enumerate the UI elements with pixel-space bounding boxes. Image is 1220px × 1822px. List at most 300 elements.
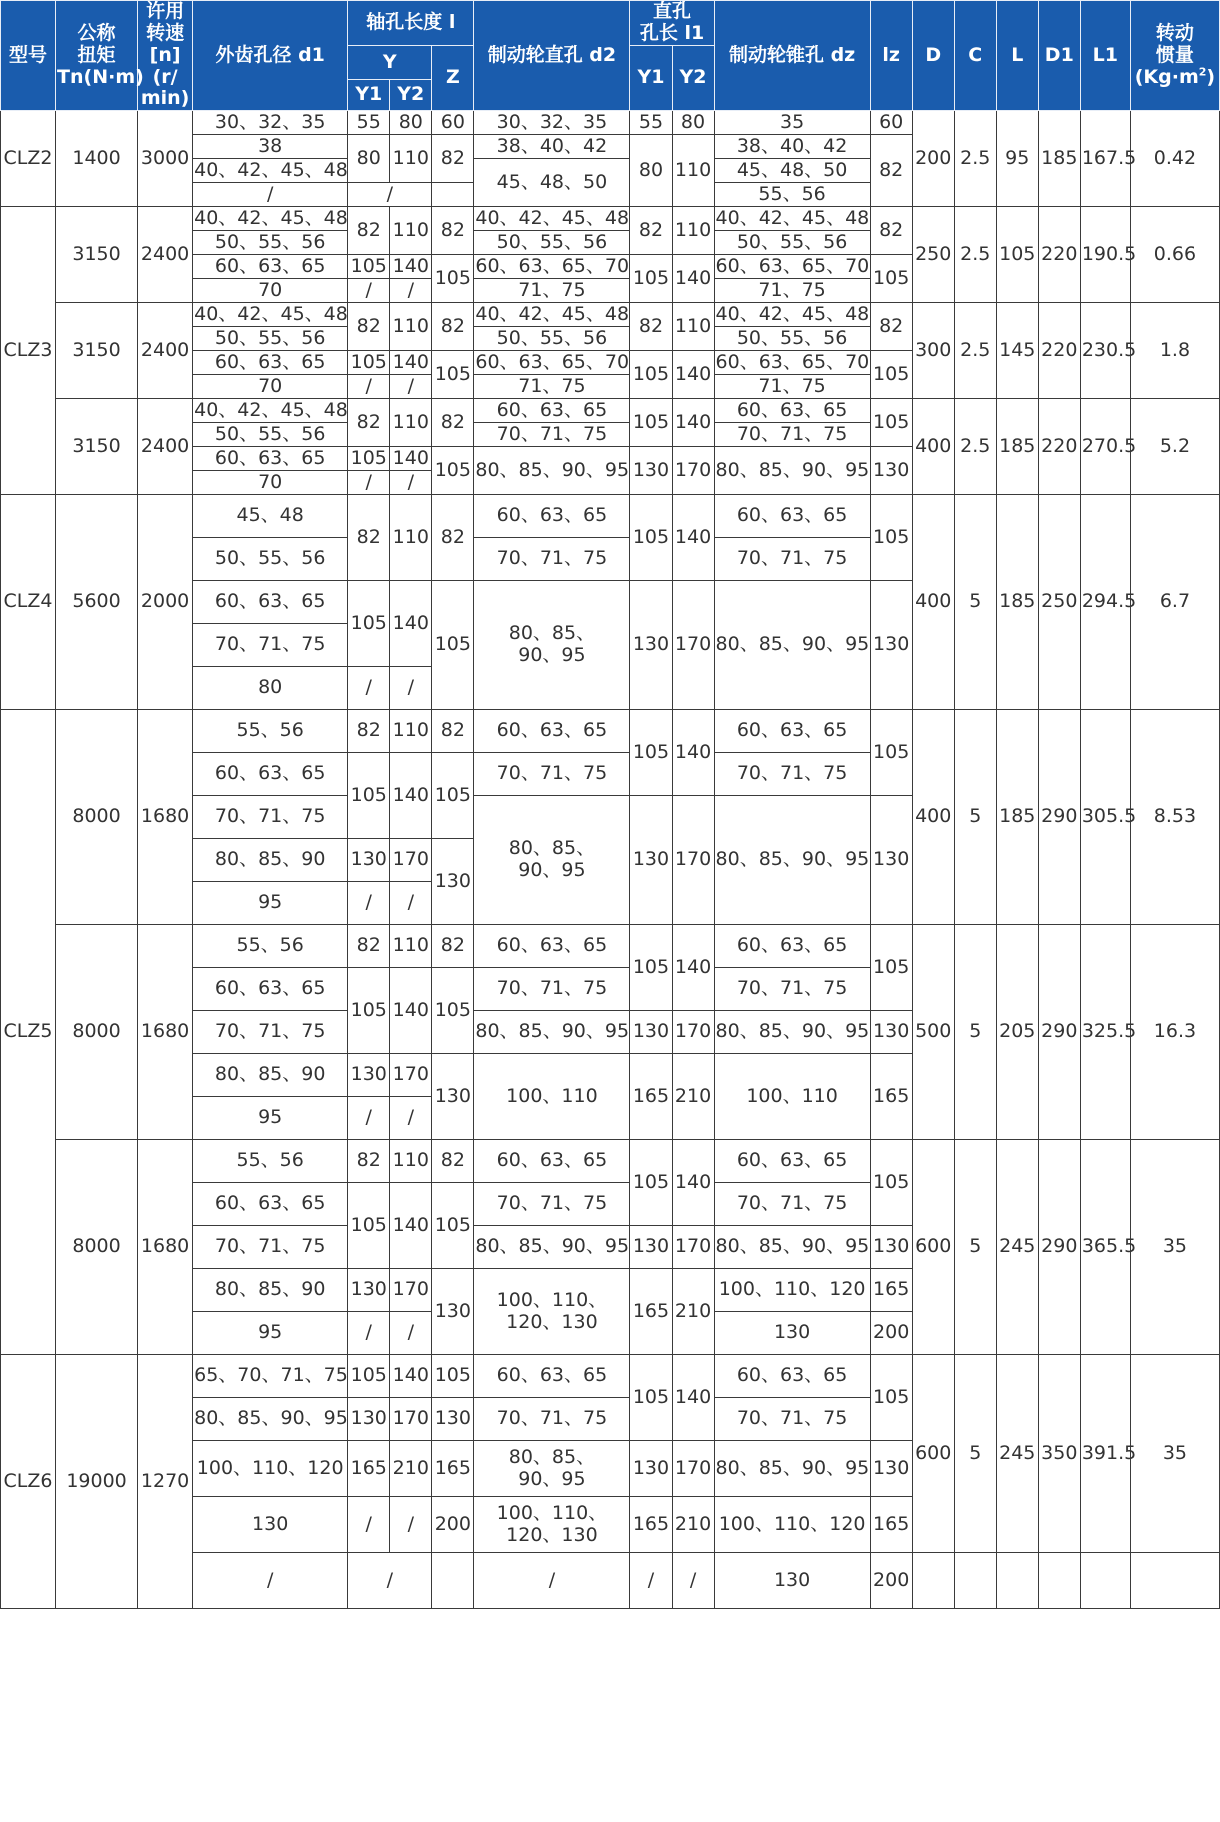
lz-cell: 130 [870, 1441, 912, 1497]
L1-cell: 270.5 [1080, 399, 1130, 495]
shaft-y2-cell: / [390, 375, 432, 399]
inertia-cell: 35 [1130, 1140, 1219, 1355]
header-l1-y2: Y2 [672, 45, 714, 111]
C-cell: 2.5 [954, 111, 996, 207]
shaft-z-cell: 82 [432, 925, 474, 968]
lz-cell: 82 [870, 207, 912, 255]
shaft-y2-cell: 170 [390, 1054, 432, 1097]
l1-y1-cell: 130 [630, 1226, 672, 1269]
table-body [1, 111, 1220, 1609]
shaft-z-cell [432, 183, 474, 207]
l1-y2-cell: 140 [672, 1140, 714, 1226]
header-d2: 制动轮直孔 d2 [474, 1, 630, 111]
D1-cell: 250 [1038, 495, 1080, 710]
table-row [1, 925, 1220, 968]
torque-cell: 3150 [56, 207, 138, 303]
d1-cell: 130 [193, 1497, 348, 1553]
torque-cell: 3150 [56, 303, 138, 399]
dz-cell: 100、110 [714, 1054, 870, 1140]
torque-cell: 3150 [56, 399, 138, 495]
speed-cell: 1680 [138, 925, 193, 1140]
table-row [1, 207, 1220, 231]
D1-cell: 290 [1038, 1140, 1080, 1355]
d1-cell: 80、85、90 [193, 1269, 348, 1312]
dz-cell: 130 [714, 1312, 870, 1355]
inertia-cell: 0.66 [1130, 207, 1219, 303]
lz-cell: 105 [870, 495, 912, 581]
shaft-z-cell [432, 1553, 474, 1609]
shaft-y2-cell: / [390, 1497, 432, 1553]
shaft-y2-cell: 170 [390, 1269, 432, 1312]
d1-cell: 38 [193, 135, 348, 159]
L1-cell: 190.5 [1080, 207, 1130, 303]
inertia-cell: 0.42 [1130, 111, 1219, 207]
l1-y2-cell: 210 [672, 1269, 714, 1355]
L1-cell: 365.5 [1080, 1140, 1130, 1355]
shaft-y1-cell: / [348, 471, 390, 495]
lz-cell: 200 [870, 1312, 912, 1355]
L-cell: 95 [996, 111, 1038, 207]
shaft-z-cell: 130 [432, 1398, 474, 1441]
dz-cell: 80、85、90、95 [714, 1441, 870, 1497]
dz-cell: 80、85、90、95 [714, 1011, 870, 1054]
L-cell [996, 1553, 1038, 1609]
table-row [1, 710, 1220, 753]
d2-cell: 40、42、45、48 [475, 206, 630, 229]
header-y: Y [348, 45, 432, 80]
header-D1: D1 [1038, 1, 1080, 111]
d1-cell: 95 [193, 1312, 348, 1355]
lz-cell: 105 [870, 351, 912, 399]
d2-cell: 70、71、75 [474, 968, 630, 1011]
header-y1: Y1 [348, 80, 390, 111]
l1-y1-cell: 82 [630, 207, 672, 255]
d2-cell: 70、71、75 [474, 538, 630, 581]
d2-cell: 60、63、65 [474, 1355, 630, 1398]
shaft-y-cell: / [348, 183, 432, 207]
shaft-y1-cell: 105 [348, 581, 390, 667]
shaft-z-cell: 82 [432, 207, 474, 255]
header-y2: Y2 [390, 80, 432, 111]
shaft-z-cell: 82 [432, 710, 474, 753]
shaft-y1-cell: 82 [348, 925, 390, 968]
dz-cell: 80、85、90、95 [714, 796, 870, 925]
d1-cell: 95 [193, 882, 348, 925]
shaft-y1-cell: 130 [348, 1398, 390, 1441]
l1-y2-cell: 170 [672, 1441, 714, 1497]
l1-y2-cell: 170 [672, 1011, 714, 1054]
l1-y2-cell: 140 [672, 925, 714, 1011]
shaft-y2-cell: 110 [390, 925, 432, 968]
D1-cell: 185 [1038, 111, 1080, 207]
header-torque: 公称 扭矩 Tn(N·m) [56, 1, 138, 111]
torque-cell: 8000 [56, 925, 138, 1140]
table-row [1, 399, 1220, 423]
d2-cell: 71、75 [474, 375, 630, 399]
L-cell: 245 [996, 1355, 1038, 1553]
d1-cell: 40、42、45、48 [194, 302, 348, 325]
dz-cell: 71、75 [714, 279, 870, 303]
D-cell: 500 [912, 925, 954, 1140]
D1-cell: 290 [1038, 925, 1080, 1140]
dz-cell: 60、63、65 [714, 495, 870, 538]
dz-cell: 38、40、42 [714, 135, 870, 159]
inertia-cell: 6.7 [1130, 495, 1219, 710]
L1-cell: 325.5 [1080, 925, 1130, 1140]
d1-cell: 70 [193, 375, 348, 399]
shaft-y1-cell: / [348, 375, 390, 399]
lz-cell: 130 [870, 796, 912, 925]
D-cell: 300 [912, 303, 954, 399]
header-model: 型号 [1, 1, 56, 111]
shaft-y2-cell: 140 [390, 968, 432, 1054]
shaft-y1-cell: 55 [348, 111, 390, 135]
d2-cell: 70、71、75 [474, 1398, 630, 1441]
shaft-z-cell: 105 [432, 351, 474, 399]
shaft-z-cell: 82 [432, 1140, 474, 1183]
lz-cell: 130 [870, 1226, 912, 1269]
d1-cell: 55、56 [193, 1140, 348, 1183]
shaft-y2-cell: / [390, 667, 432, 710]
shaft-y1-cell: 82 [348, 710, 390, 753]
l1-y2-cell: 140 [672, 255, 714, 303]
lz-cell: 165 [870, 1054, 912, 1140]
l1-y1-cell: 165 [630, 1497, 672, 1553]
lz-cell: 165 [870, 1497, 912, 1553]
l1-y1-cell: 130 [630, 447, 672, 495]
lz-cell: 105 [870, 1355, 912, 1441]
l1-y2-cell: 210 [672, 1497, 714, 1553]
lz-cell: 82 [870, 135, 912, 207]
inertia-cell: 1.8 [1130, 303, 1219, 399]
L-cell: 185 [996, 495, 1038, 710]
inertia-cell [1130, 1553, 1219, 1609]
D-cell: 400 [912, 495, 954, 710]
lz-cell: 165 [870, 1269, 912, 1312]
shaft-z-cell: 130 [432, 1269, 474, 1355]
header-speed: 许用 转速 [n](r/ min) [138, 1, 193, 111]
D1-cell: 350 [1038, 1355, 1080, 1553]
model-cell: CLZ5 [1, 710, 56, 1355]
speed-cell: 2400 [138, 207, 193, 303]
shaft-y1-cell: 82 [348, 399, 390, 447]
l1-y1-cell: 165 [630, 1269, 672, 1355]
L-cell: 185 [996, 399, 1038, 495]
lz-cell: 105 [870, 255, 912, 303]
torque-cell: 1400 [56, 111, 138, 207]
header-C: C [954, 1, 996, 111]
shaft-y1-cell: 105 [348, 255, 390, 279]
lz-cell: 130 [870, 447, 912, 495]
lz-cell: 105 [870, 925, 912, 1011]
d2-cell: / [474, 1553, 630, 1609]
dz-cell: 70、71、75 [714, 753, 870, 796]
shaft-y1-cell: 82 [348, 1140, 390, 1183]
model-cell: CLZ6 [1, 1355, 56, 1609]
table-row [1, 1355, 1220, 1398]
speed-cell: 2400 [138, 399, 193, 495]
l1-y1-cell: 105 [630, 1140, 672, 1226]
L1-cell: 294.5 [1080, 495, 1130, 710]
d1-cell: 100、110、120 [193, 1441, 348, 1497]
d1-cell: 65、70、71、75 [193, 1355, 348, 1398]
shaft-z-cell: 82 [432, 135, 474, 183]
header-z: Z [432, 45, 474, 111]
l1-y2-cell: 110 [672, 303, 714, 351]
header-L1: L1 [1080, 1, 1130, 111]
torque-cell: 5600 [56, 495, 138, 710]
lz-cell: 105 [870, 399, 912, 447]
shaft-y1-cell: / [348, 1097, 390, 1140]
d1-cell: 70 [193, 279, 348, 303]
d2-cell: 30、32、35 [474, 111, 630, 135]
d2-cell: 80、85、 90、95 [474, 581, 630, 710]
model-cell: CLZ3 [1, 207, 56, 495]
d1-cell: 80、85、90 [193, 1054, 348, 1097]
d1-cell: 50、55、56 [193, 423, 348, 447]
d2-cell: 80、85、90、95 [474, 1011, 630, 1054]
d1-cell: 60、63、65 [193, 351, 348, 375]
shaft-y1-cell: 105 [348, 1183, 390, 1269]
d1-cell: 30、32、35 [193, 111, 348, 135]
L-cell: 105 [996, 207, 1038, 303]
l1-y2-cell: 110 [672, 135, 714, 207]
d1-cell: 55、56 [193, 925, 348, 968]
shaft-y1-cell: / [348, 882, 390, 925]
shaft-y2-cell: 140 [390, 581, 432, 667]
header-d1: 外齿孔径 d1 [193, 1, 348, 111]
shaft-z-cell: 105 [432, 255, 474, 303]
d2-cell: 100、110、 120、130 [474, 1269, 630, 1355]
dz-cell: 55、56 [714, 183, 870, 207]
header-dz: 制动轮锥孔 dz [714, 1, 870, 111]
l1-y1-cell: 105 [630, 495, 672, 581]
l1-y2-cell: 170 [672, 581, 714, 710]
C-cell: 5 [954, 1140, 996, 1355]
dz-cell: 60、63、65 [714, 1140, 870, 1183]
L1-cell [1080, 1553, 1130, 1609]
shaft-y1-cell: 130 [348, 839, 390, 882]
shaft-y2-cell: 140 [390, 447, 432, 471]
dz-cell: 60、63、65、70 [715, 254, 870, 277]
shaft-y2-cell: / [390, 471, 432, 495]
speed-cell: 1680 [138, 710, 193, 925]
d1-cell: 45、48 [193, 495, 348, 538]
shaft-y2-cell: / [390, 1097, 432, 1140]
table-header [1, 1, 1220, 111]
d2-cell: 80、85、 90、95 [474, 1441, 630, 1497]
d2-cell: 50、55、56 [474, 231, 630, 255]
l1-y1-cell: 82 [630, 303, 672, 351]
lz-cell: 60 [870, 111, 912, 135]
torque-cell: 8000 [56, 710, 138, 925]
header-D: D [912, 1, 954, 111]
l1-y1-cell: 130 [630, 1011, 672, 1054]
table-row [1, 111, 1220, 135]
shaft-y1-cell: / [348, 1312, 390, 1355]
dz-cell: 70、71、75 [714, 1183, 870, 1226]
shaft-y1-cell: 105 [348, 1355, 390, 1398]
d1-cell: / [193, 1553, 348, 1609]
table-row [1, 1140, 1220, 1183]
dz-cell: 35 [714, 111, 870, 135]
l1-y1-cell: 55 [630, 111, 672, 135]
shaft-z-cell: 105 [432, 1183, 474, 1269]
inertia-cell: 8.53 [1130, 710, 1219, 925]
d2-cell: 70、71、75 [474, 423, 630, 447]
l1-y1-cell: 105 [630, 351, 672, 399]
l1-y2-cell: 140 [672, 710, 714, 796]
C-cell: 5 [954, 710, 996, 925]
dz-cell: 100、110、120 [714, 1497, 870, 1553]
L-cell: 145 [996, 303, 1038, 399]
L-cell: 245 [996, 1140, 1038, 1355]
d2-cell: 38、40、42 [474, 135, 630, 159]
d2-cell: 40、42、45、48 [475, 302, 630, 325]
speed-cell: 1270 [138, 1355, 193, 1609]
d2-cell: 60、63、65 [474, 925, 630, 968]
model-cell: CLZ2 [1, 111, 56, 207]
d2-cell: 80、85、90、95 [474, 1226, 630, 1269]
lz-cell: 130 [870, 581, 912, 710]
l1-y2-cell: 140 [672, 1355, 714, 1441]
d1-cell: 70、71、75 [193, 1011, 348, 1054]
shaft-y2-cell: 110 [390, 1140, 432, 1183]
C-cell: 2.5 [954, 303, 996, 399]
d1-cell: 60、63、65 [193, 447, 348, 471]
l1-y1-cell: 105 [630, 925, 672, 1011]
shaft-y2-cell: 170 [390, 1398, 432, 1441]
d2-cell: 80、85、90、95 [474, 447, 630, 495]
shaft-z-cell: 165 [432, 1441, 474, 1497]
d1-cell: 80、85、90、95 [193, 1398, 348, 1441]
L1-cell: 391.5 [1080, 1355, 1130, 1553]
shaft-z-cell: 60 [432, 111, 474, 135]
shaft-y2-cell: 110 [390, 710, 432, 753]
dz-cell: 60、63、65 [714, 1355, 870, 1398]
lz-cell: 82 [870, 303, 912, 351]
shaft-z-cell: 82 [432, 303, 474, 351]
dz-cell: 40、42、45、48 [715, 206, 870, 229]
d1-cell: 60、63、65 [193, 581, 348, 624]
dz-cell: 71、75 [714, 375, 870, 399]
shaft-y1-cell: 105 [348, 351, 390, 375]
dz-cell: 60、63、65、70 [715, 350, 870, 373]
l1-y2-cell: 170 [672, 796, 714, 925]
inertia-cell: 16.3 [1130, 925, 1219, 1140]
dz-cell: 60、63、65 [714, 399, 870, 423]
shaft-y2-cell: / [390, 1312, 432, 1355]
D-cell: 400 [912, 710, 954, 925]
d2-cell: 45、48、50 [474, 159, 630, 207]
L1-cell: 230.5 [1080, 303, 1130, 399]
D1-cell: 220 [1038, 399, 1080, 495]
C-cell [954, 1553, 996, 1609]
shaft-y1-cell: 80 [348, 135, 390, 183]
l1-y2-cell: 140 [672, 399, 714, 447]
dz-cell: 70、71、75 [714, 1398, 870, 1441]
d1-cell: 70 [193, 471, 348, 495]
d2-cell: 70、71、75 [474, 1183, 630, 1226]
shaft-y1-cell: 82 [348, 303, 390, 351]
header-inertia: 转动 惯量 $(Kg\cdot m^2)$ [1130, 1, 1219, 111]
d2-cell: 60、63、65 [474, 495, 630, 538]
l1-y1-cell: 130 [630, 796, 672, 925]
l1-y2-cell: 140 [672, 495, 714, 581]
d2-cell: 100、110 [474, 1054, 630, 1140]
d1-cell: 40、42、45、48 [194, 398, 348, 421]
dz-cell: 80、85、90、95 [714, 447, 870, 495]
header-L: L [996, 1, 1038, 111]
dz-cell: 80、85、90、95 [714, 581, 870, 710]
d1-cell: 80、85、90 [193, 839, 348, 882]
L-cell: 185 [996, 710, 1038, 925]
d2-cell: 71、75 [474, 279, 630, 303]
d1-cell: 50、55、56 [193, 231, 348, 255]
shaft-y2-cell: 210 [390, 1441, 432, 1497]
dz-cell: 60、63、65 [714, 710, 870, 753]
d2-cell: 80、85、 90、95 [474, 796, 630, 925]
shaft-y2-cell: 80 [390, 111, 432, 135]
shaft-y2-cell: 140 [390, 351, 432, 375]
shaft-z-cell: 82 [432, 495, 474, 581]
d1-cell: 55、56 [193, 710, 348, 753]
d2-cell: 70、71、75 [474, 753, 630, 796]
D-cell: 400 [912, 399, 954, 495]
l1-y1-cell: 80 [630, 135, 672, 207]
C-cell: 5 [954, 495, 996, 710]
shaft-z-cell: 200 [432, 1497, 474, 1553]
shaft-z-cell: 82 [432, 399, 474, 447]
shaft-y1-cell: 130 [348, 1269, 390, 1312]
d2-cell: 100、110、 120、130 [474, 1497, 630, 1553]
l1-y2-cell: 110 [672, 207, 714, 255]
shaft-y1-cell: 82 [348, 207, 390, 255]
header-shaft-length: 轴孔长度 l [348, 1, 474, 46]
L-cell: 205 [996, 925, 1038, 1140]
dz-cell: 50、55、56 [714, 327, 870, 351]
d2-cell: 60、63、65 [474, 1140, 630, 1183]
L1-cell: 305.5 [1080, 710, 1130, 925]
l1-y2-cell: 170 [672, 447, 714, 495]
l1-y2-cell: / [672, 1553, 714, 1609]
header-l1-y1: Y1 [630, 45, 672, 111]
dz-cell: 45、48、50 [714, 159, 870, 183]
l1-y1-cell: 105 [630, 1355, 672, 1441]
shaft-y1-cell: 130 [348, 1054, 390, 1097]
l1-y1-cell: 130 [630, 1441, 672, 1497]
lz-cell: 105 [870, 1140, 912, 1226]
l1-y1-cell: 130 [630, 581, 672, 710]
D-cell: 250 [912, 207, 954, 303]
shaft-y2-cell: 110 [390, 207, 432, 255]
dz-cell: 70、71、75 [714, 538, 870, 581]
shaft-y2-cell: 140 [390, 753, 432, 839]
lz-cell: 105 [870, 710, 912, 796]
d1-cell: / [193, 183, 348, 207]
D1-cell: 220 [1038, 303, 1080, 399]
lz-cell: 130 [870, 1011, 912, 1054]
shaft-z-cell: 105 [432, 1355, 474, 1398]
inertia-cell: 5.2 [1130, 399, 1219, 495]
l1-y1-cell: 105 [630, 255, 672, 303]
shaft-y2-cell: 110 [390, 495, 432, 581]
l1-y1-cell: 165 [630, 1054, 672, 1140]
shaft-y1-cell: / [348, 1497, 390, 1553]
C-cell: 2.5 [954, 399, 996, 495]
d1-cell: 60、63、65 [193, 255, 348, 279]
shaft-y2-cell: / [390, 882, 432, 925]
